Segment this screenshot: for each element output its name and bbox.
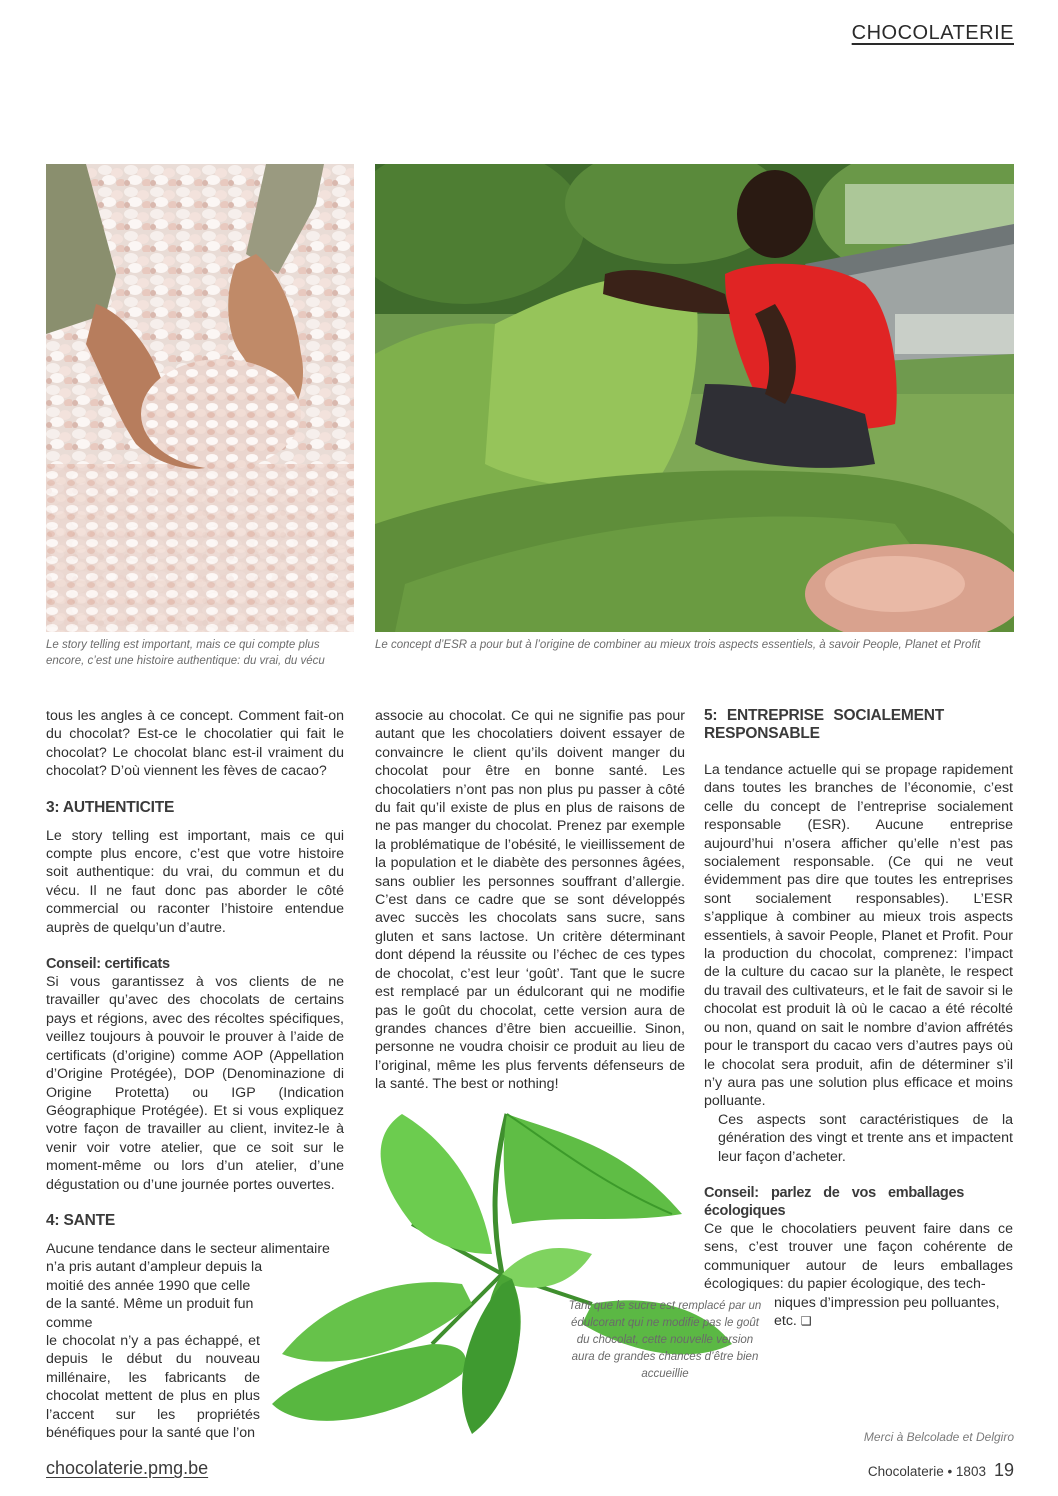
col1-sante-line-5: comme	[46, 1314, 93, 1331]
col1-sante-line-4: de la santé. Même un produit fun	[46, 1296, 254, 1313]
col3-emballages-end: niques d’impression peu polluantes, etc.	[774, 1294, 1000, 1329]
col1-certificats-text: Si vous garantissez à vos clients de ne travailler qu’avec des chocolats de certains pays et régions, avec des récoltes spécifiques, veillez toujours à pouvoir le prouver à l’aide de certificats (d’origine) comme AOP (Appellation d’Origine Protégée), DOP (Denominazione di Origine Protetta) ou IGP (Indication Géographique Protégée). Et si vous expliquez votre façon de travailler au client, invitez-le à venir voir votre atelier, que ce soit sur le moment-même ou lors d’un atelier, d’une dégustation ou d’une journée portes ouvertes.	[46, 974, 344, 1193]
col3-esr-text: La tendance actuelle qui se propage rapidement dans toutes les branches de l’économie, c’est celle du concept de l’entreprise socialement responsable (ESR). Aucune entreprise aujourd’hui n’osera afficher qu’elle n’est pas socialement responsable. (Ce qui ne veut évidemment pas dire que toutes les entreprises sont socialement responsables). L’ESR s’applique à combiner au mieux trois aspects essentiels, à savoir People, Planet et Profit. Pour la production du chocolat, comprenez: l’impact de la culture du cacao sur la planète, le respect du travail des cultivateurs, et le fait de savoir si le chocolat est produit là où le cacao a été récolté ou non, quand on sait le nombre d’avion affrétés pour le transport du cacao vers d’autres pays où le chocolat sera produit, afin de déterminer s’il n’y aura pas une solution plus efficace et moins polluante.	[704, 762, 1013, 1110]
col1-intro: tous les angles à ce concept. Comment fait-on du chocolat? Est-ce le chocolatier qui fait le chocolat? Le chocolat blanc est-il vraiment du chocolat? D’où viennent les fèves de cacao?	[46, 708, 344, 780]
col1-sante-line-2: n’a pris autant d’ampleur depuis la	[46, 1259, 263, 1276]
col1-authenticite-text: Le story telling est important, mais ce qui compte plus encore, c’est que votre histoire soit authentique: du vrai, du commun et du vécu. Il ne faut donc pas aborder le côté commercial ou raconter l’histoire entendue auprès de quelqu’un d’autre.	[46, 827, 344, 936]
col2-text: associe au chocolat. Ce qui ne signifie pas pour autant que les chocolatiers doivent essayer de convaincre le client qu’ils doivent manger du chocolat pour être en bonne santé. Les chocolatiers n’ont pas non plus pu passer à côté du fait qu’il existe de plus en plus de raisons de ne pas manger du chocolat. Prenez par exemple la problématique de l’obésité, le vieillissement de la population et le diabète des personnes âgées, sans oublier les personnes souffrant d’allergie. C’est dans ce cadre que se sont développés avec succès les chocolats sans sucre, sans gluten et sans lactose. Un critère déterminant dont dépend la réussite ou l’échec de ces types de chocolat, c’est leur ‘goût’. Tant que le sucre est remplacé par un édulcorant qui ne modifie pas le goût du chocolat, cette version aura de grandes chances d’être bien accueillie. Sinon, personne ne voudra choisir ce produit au lieu de l’original, même les plus fervents défenseurs de la santé. The best or nothing!	[375, 708, 685, 1093]
heading-sante: 4: SANTE	[46, 1211, 116, 1229]
col3-emballages-text-2	[704, 1294, 1013, 1331]
section-label: CHOCOLATERIE	[851, 22, 1014, 44]
article-column-2	[375, 707, 685, 1094]
caption-farmer-photo: Le concept d’ESR a pour but à l’origine de combiner au mieux trois aspects essentiels, à savoir People, Planet et Profit	[375, 639, 981, 651]
col1-sante-line-1: Aucune tendance dans le secteur alimentaire	[46, 1240, 330, 1257]
col1-sante-line-3: moitié des année 1990 que celle	[46, 1277, 251, 1294]
end-of-article-icon: ❑	[800, 1313, 812, 1328]
credits: Merci à Belcolade et Delgiro	[863, 1430, 1014, 1444]
cocoa-beans-photo	[46, 164, 354, 632]
heading-authenticite: 3: AUTHENTICITE	[46, 798, 175, 816]
farmer-banana-leaves-photo	[375, 164, 1014, 632]
heading-conseil-certificats: Conseil: certificats	[46, 956, 170, 973]
col1-sante-text: le chocolat n’y a pas échappé, et depuis le début du nouveau millénaire, les fabricants de chocolat mettent de plus en plus l’accent sur les propriétés bénéfiques pour la santé que l’on	[46, 1332, 260, 1441]
footer-page-info	[868, 1460, 1014, 1481]
footer-magazine-issue: Chocolaterie • 1803	[867, 1464, 986, 1479]
page-number: 19	[993, 1460, 1014, 1480]
caption-beans-photo: Le story telling est important, mais ce qui compte plus encore, c’est une histoire authentique: du vrai, du vécu	[46, 639, 325, 667]
heading-conseil-emballages: Conseil: parlez de vos emballages écologiques	[704, 1184, 964, 1219]
stevia-leaf-illustration	[262, 1104, 762, 1444]
footer-website-link[interactable]: chocolaterie.pmg.be	[46, 1458, 209, 1478]
caption-leaf: Tant que le sucre est remplacé par un édulcorant qui ne modifie pas le goût du chocolat, cette nouvelle version aura de grandes chances d’être bien accueillie	[568, 1300, 762, 1380]
col3-esr-text-2: Ces aspects sont caractéristiques de la génération des vingt et trente ans et impactent leur façon d’acheter.	[718, 1111, 1013, 1165]
heading-esr: 5: ENTREPRISE SOCIALEMENT RESPONSABLE	[704, 707, 944, 742]
article-column-3	[704, 707, 1013, 1330]
col3-emballages-text: Ce que le chocolatiers peuvent faire dans ce sens, c’est trouver une façon cohérente de communiquer autour de leurs emballages écologiques: du papier écologique, des tech-	[704, 1220, 1013, 1293]
